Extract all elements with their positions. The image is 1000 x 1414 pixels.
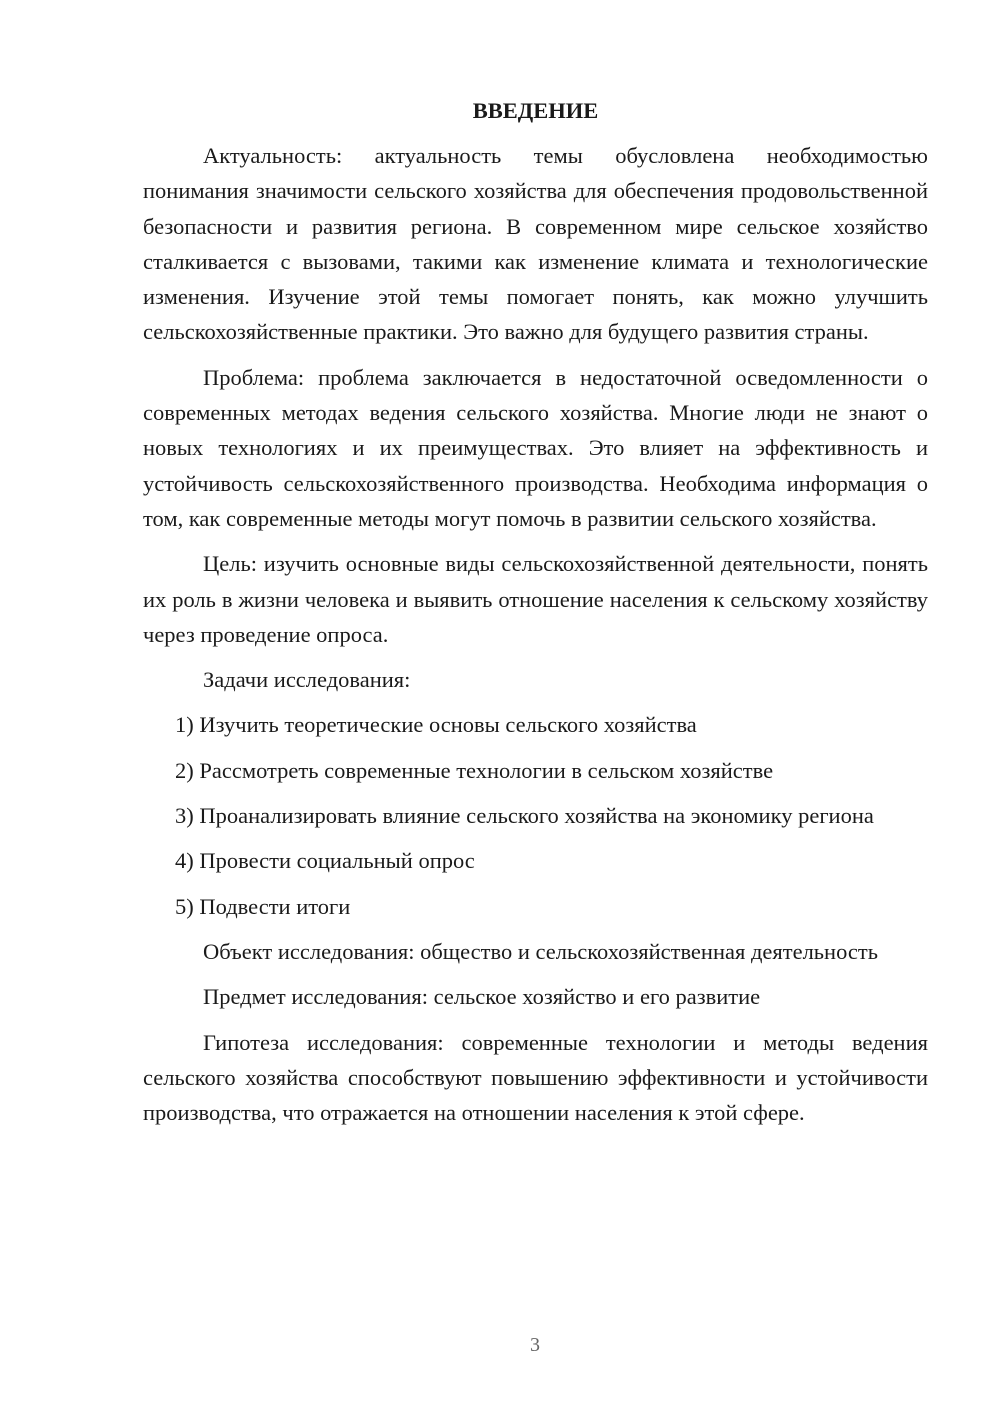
page-title: ВВЕДЕНИЕ <box>472 98 599 123</box>
page-number: 3 <box>530 1334 540 1356</box>
subject-paragraph: Предмет исследования: сельское хозяйство и его развитие <box>203 984 761 1010</box>
tasks-heading: Задачи исследования: <box>203 667 411 693</box>
task-item-1: 1) Изучить теоретические основы сельского хозяйства <box>175 712 697 738</box>
relevance-paragraph: Актуальность: актуальность темы обусловлена необходимостью понимания значимости сельского хозяйства для обеспечения продовольственной безопасности и развития региона. В современном мире сельское хозяйство сталкивается с вызовами, такими как изменение климата и технологические изменения. Изучение этой темы помогает понять, как можно улучшить сельскохозяйственные практики. Это важно для будущего развития страны. <box>143 143 928 345</box>
hypothesis-paragraph: Гипотеза исследования: современные технологии и методы ведения сельского хозяйства способствуют повышению эффективности и устойчивости производства, что отражается на отношении населения к этой сфере. <box>143 1029 928 1126</box>
task-item-2: 2) Рассмотреть современные технологии в сельском хозяйстве <box>175 757 774 783</box>
goal-paragraph: Цель: изучить основные виды сельскохозяйственной деятельности, понять их роль в жизни человека и выявить отношение населения к сельскому хозяйству через проведение опроса. <box>143 551 928 647</box>
problem-paragraph: Проблема: проблема заключается в недостаточной осведомленности о современных методах ведения сельского хозяйства. Многие люди не знают о новых технологиях и их преимуществах. Это влияет на эффективность и устойчивость сельскохозяйственного производства. Необходима информация о том, как современные методы могут помочь в развитии сельского хозяйства. <box>143 364 928 531</box>
task-item-4: 4) Провести социальный опрос <box>175 848 475 874</box>
object-paragraph: Объект исследования: общество и сельскохозяйственная деятельность <box>203 938 878 964</box>
document-body <box>143 93 928 1140</box>
task-item-5: 5) Подвести итоги <box>175 893 351 919</box>
task-item-3: 3) Проанализировать влияние сельского хозяйства на экономику региона <box>175 803 874 829</box>
